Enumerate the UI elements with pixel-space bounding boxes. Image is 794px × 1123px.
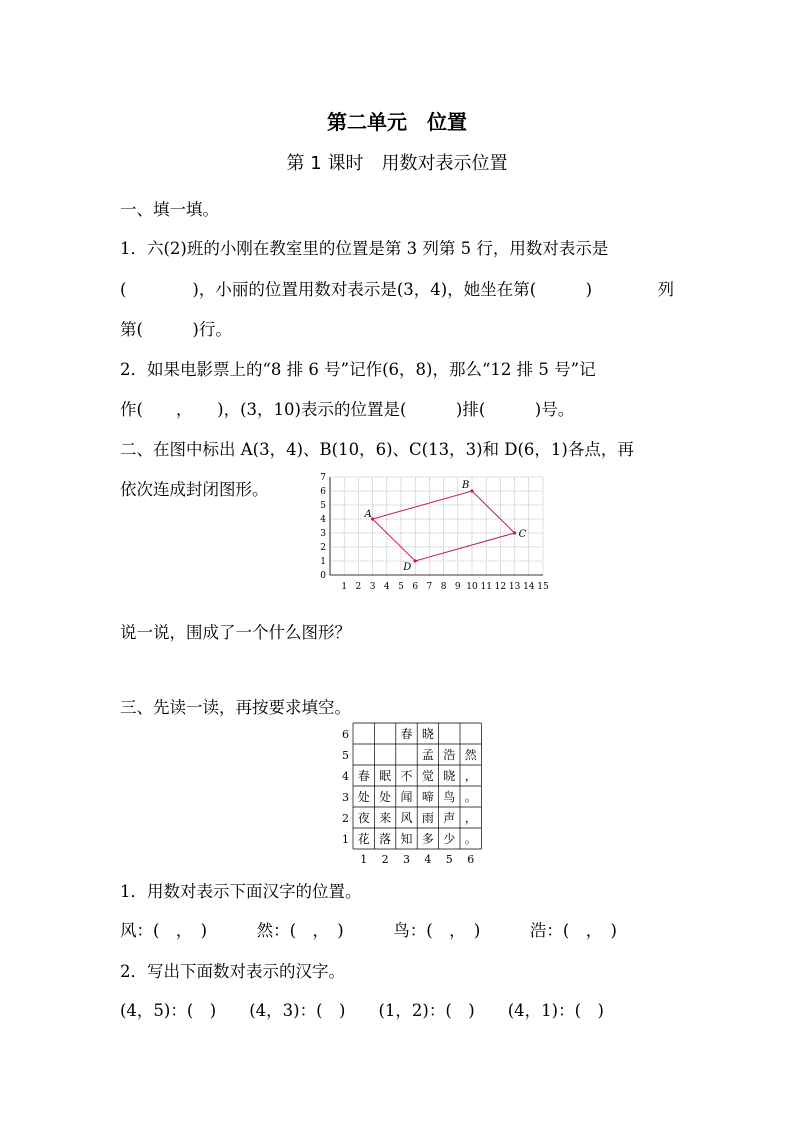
row-label: 6: [342, 728, 349, 741]
lesson-title: 第 1 课时 用数对表示位置: [286, 153, 508, 174]
table-cell-char: 夜: [357, 811, 370, 825]
coordinate-grid-chart: [318, 470, 550, 595]
table-cell-char: 觉: [421, 769, 434, 783]
point-label-c: C: [518, 529, 527, 540]
x-tick-label: 2: [355, 582, 362, 592]
section2-line1: 二、在图中标出 A(3，4)、B(10，6)、C(13，3)和 D(6，1)各点，再: [120, 440, 634, 459]
column-label: 3: [403, 853, 410, 866]
poem-grid-table: [340, 720, 490, 868]
y-tick-label: 3: [320, 529, 326, 539]
q1-line1: 1．六(2)班的小刚在教室里的位置是第 3 列第 5 行，用数对表示是: [120, 239, 609, 258]
column-label: 2: [381, 853, 389, 866]
table-cell-char: 孟: [421, 748, 434, 762]
row-label: 1: [342, 833, 349, 846]
table-cell-char: 晓: [443, 769, 456, 783]
table-cell-char: 处: [379, 790, 392, 804]
row-label: 4: [342, 770, 349, 783]
q1-line3: 第( )行。: [120, 320, 232, 339]
table-cell-char: 眠: [379, 769, 392, 783]
section3-q2: 2．写出下面数对表示的汉字。: [120, 962, 345, 981]
column-label: 6: [467, 853, 475, 866]
x-tick-label: 15: [537, 582, 549, 592]
x-tick-label: 13: [508, 582, 521, 592]
table-cell-char: 。: [464, 790, 477, 804]
table-cell-char: 然: [464, 748, 477, 762]
row-label: 3: [342, 791, 349, 804]
point-label-a: A: [364, 509, 372, 520]
table-cell-char: 春: [400, 727, 413, 741]
x-tick-label: 12: [494, 582, 507, 592]
table-cell-char: 少: [443, 832, 456, 846]
point-c: [513, 531, 516, 534]
y-tick-label: 0: [320, 571, 326, 581]
y-tick-label: 2: [320, 543, 326, 553]
q2-line1: 2．如果电影票上的“8 排 6 号”记作(6，8)，那么“12 排 5 号”记: [120, 360, 596, 379]
table-cell-char: 落: [379, 832, 392, 846]
x-tick-label: 3: [369, 582, 376, 592]
table-cell-char: 春: [357, 769, 370, 783]
y-tick-label: 5: [320, 501, 326, 511]
table-cell-char: 多: [421, 832, 434, 846]
table-cell-char: 浩: [443, 748, 456, 762]
table-cell-char: 晓: [421, 727, 434, 741]
point-label-d: D: [403, 562, 412, 573]
point-d: [414, 559, 417, 562]
table-cell-char: 花: [357, 832, 370, 846]
section2-question: 说一说，围成了一个什么图形？: [120, 623, 351, 642]
column-label: 1: [360, 853, 368, 866]
x-tick-label: 4: [383, 582, 390, 592]
section3-q1: 1．用数对表示下面汉字的位置。: [120, 882, 362, 901]
y-tick-label: 6: [320, 487, 326, 497]
point-label-b: B: [462, 480, 470, 491]
section1-heading: 一、填一填。: [120, 200, 219, 219]
y-tick-label: 1: [320, 557, 326, 567]
q1-line2-end: 列: [657, 280, 674, 299]
x-tick-label: 1: [341, 582, 348, 592]
q1-line2: ( )，小丽的位置用数对表示是(3，4)，她坐在第( ): [120, 280, 593, 299]
table-cell-char: ，: [464, 769, 477, 783]
unit-title: 第二单元 位置: [327, 110, 467, 134]
x-tick-label: 5: [398, 582, 404, 592]
y-tick-label: 7: [320, 473, 326, 483]
section3-q1-items: 风：( ， ) 然：( ， ) 鸟：( ， ) 浩：( ， ): [120, 921, 617, 940]
x-tick-label: 11: [480, 582, 492, 592]
point-b: [470, 489, 473, 492]
section2-line2: 依次连成封闭图形。: [120, 480, 269, 499]
table-cell-char: 。: [464, 832, 477, 846]
table-cell-char: 风: [400, 811, 413, 825]
table-cell-char: 闻: [400, 790, 413, 804]
x-tick-label: 7: [426, 582, 433, 592]
table-cell-char: 声: [443, 811, 456, 825]
column-label: 4: [424, 853, 432, 866]
column-label: 5: [445, 853, 453, 866]
x-tick-label: 10: [466, 582, 478, 592]
q2-line2: 作( ， )，(3，10)表示的位置是( )排( )号。: [120, 400, 575, 419]
row-label: 5: [342, 749, 349, 762]
table-cell-char: 雨: [421, 811, 434, 825]
table-cell-char: 处: [357, 790, 370, 804]
x-tick-label: 9: [454, 582, 461, 592]
x-tick-label: 6: [412, 582, 419, 592]
table-cell-char: 鸟: [443, 790, 456, 804]
x-tick-label: 14: [523, 582, 535, 592]
table-cell-char: 啼: [421, 790, 434, 804]
y-tick-label: 4: [320, 515, 326, 525]
section3-q2-items: (4，5)：( ) (4，3)：( ) (1，2)：( ) (4，1)：( ): [120, 1001, 604, 1020]
table-cell-char: 不: [400, 769, 413, 783]
table-cell-char: 来: [379, 811, 392, 825]
table-cell-char: ，: [464, 811, 477, 825]
section3-heading: 三、先读一读，再按要求填空。: [120, 698, 351, 717]
x-tick-label: 8: [440, 582, 447, 592]
row-label: 2: [342, 812, 349, 825]
table-cell-char: 知: [400, 832, 413, 846]
